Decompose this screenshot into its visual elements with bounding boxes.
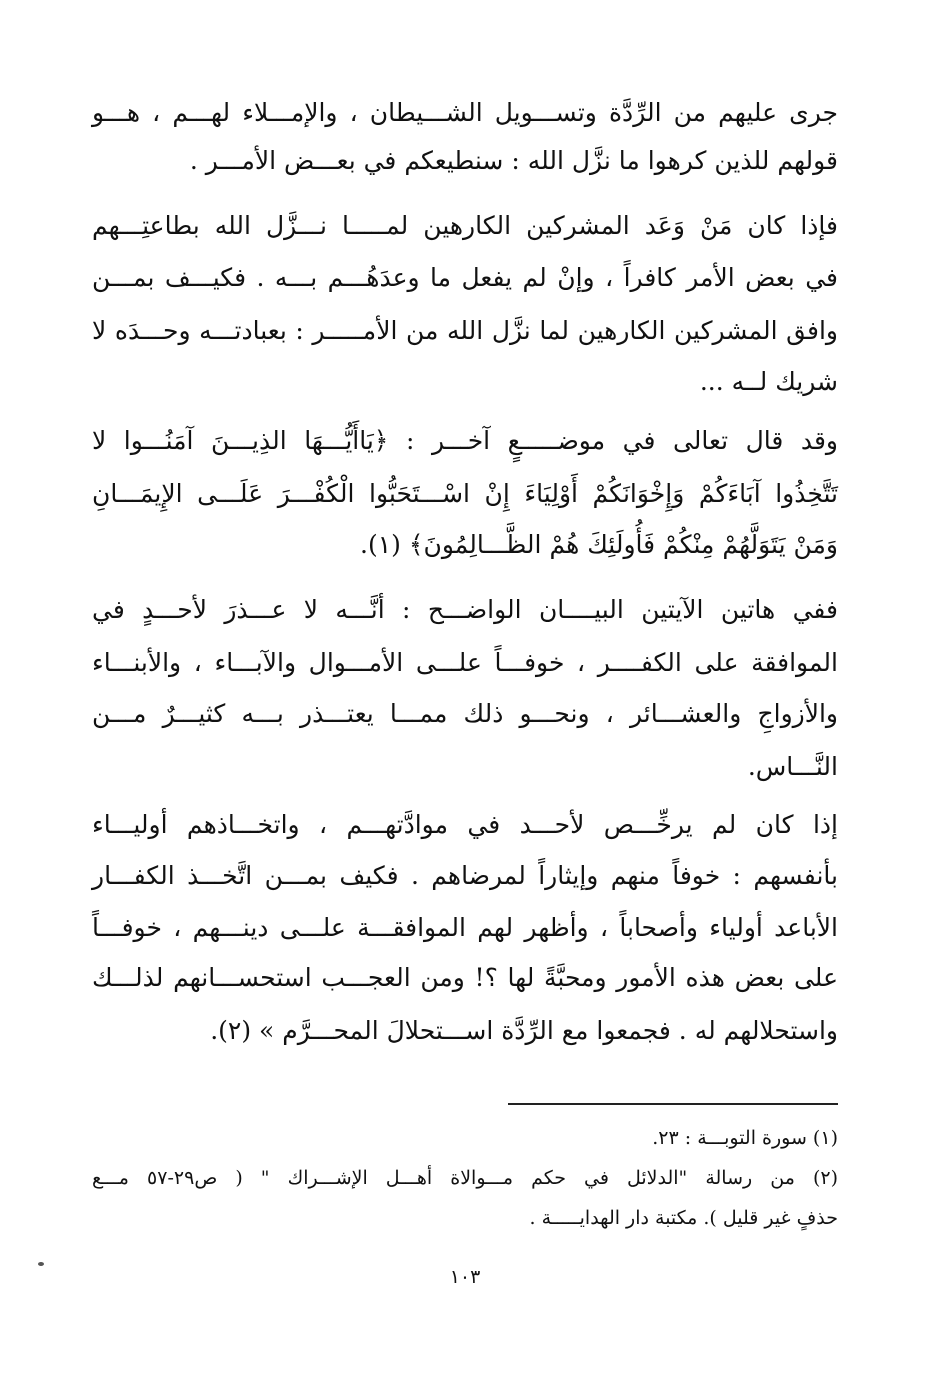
text-line: فإذا كان مَنْ وَعَد المشركين الكارهين لمـــــا نـــزَّل الله بطاعتِـــهم [92,211,838,240]
footnote-2-continued: حذفٍ غير قليل ). مكتبة دار الهدايـــــة . [529,1207,838,1229]
quran-verse-line: وَمَنْ يَتَوَلَّهُمْ مِنْكُمْ فَأُولَئِكَ هُمْ الظَّـــالِمُونَ﴾ (١). [360,530,838,559]
text-line: قولهم للذين كرهوا ما نزَّل الله : سنطيعكم في بعـــض الأمـــر . [189,146,838,175]
page-number: ١٠٣ [449,1266,481,1288]
text-line: الأباعد أولياء وأصحاباً ، وأظهر لهم الموافقـــة علـــى دينـــهم ، خوفـــاً [92,913,838,942]
text-line: بأنفسهم : خوفاً منهم وإيثاراً لمرضاهم . فكيف بمـــن اتَّخـــذ الكفـــار [92,861,838,890]
footnote-1: (١) سورة التوبـــة : ٢٣. [652,1127,838,1149]
text-line: ففي هاتين الآيتين البيــــان الواضـــح : أنَّـــه لا عـــذرَ لأحـــدٍ في [92,595,838,624]
text-line: واستحلالهم له . فجمعوا مع الرِّدَّة اســـتحلالَ المحـــرَّم » (٢). [210,1016,838,1045]
text-line: جرى عليهم من الرِّدَّة وتســـويل الشـــيطان ، والإمـــلاء لهـــم ، هـــو [92,98,838,127]
scan-speck [38,1262,44,1266]
text-line: إذا كان لم يرخِّـــص لأحـــد في موادَّتهـــم ، واتخـــاذهم أوليـــاء [92,810,838,839]
quran-verse-line: تَتَّخِذُوا آبَاءَكُمْ وَإِخْوَانَكُمْ أَوْلِيَاءَ إِنْ اسْـــتَحَبُّوا الْكُفْـــرَ عَلَـــى الإِيمَـــانِ [92,479,838,508]
text-line: الموافقة على الكفــــر ، خوفـــاً علـــى الأمـــوال والآبـــاء ، والأبنـــاء [92,648,838,677]
text-line: وافق المشركين الكارهين لما نزَّل الله من الأمـــــر : بعبادتـــه وحـــدَه لا [92,316,838,345]
text-line: والأزواجِ والعشـــائر ، ونحـــو ذلك ممـــا يعتـــذر بـــه كثيـــرٌ مـــن [92,699,838,728]
footnote-2: (٢) من رسالة "الدلائل في حكم مـــوالاة أهـــل الإشـــراك " ( ص٢٩-٥٧ مـــع [92,1167,838,1189]
footnote-separator [508,1103,838,1105]
text-line: على بعض هذه الأمور ومحبَّةً لها ؟! ومن العجـــب استحســـانهم لذلـــك [92,963,838,992]
text-line: وقد قال تعالى في موضـــــعٍ آخـــر : ﴿يَاأَيُّـــهَا الذِيـــنَ آمَنُـــوا لا [92,426,838,455]
text-line: النَّـــاس. [747,752,838,781]
text-line: شريك لــه ... [699,367,838,396]
text-line: في بعض الأمر كافراً ، وإنْ لم يفعل ما وعدَهُـــم بـــه . فكيـــف بمـــن [92,263,838,292]
